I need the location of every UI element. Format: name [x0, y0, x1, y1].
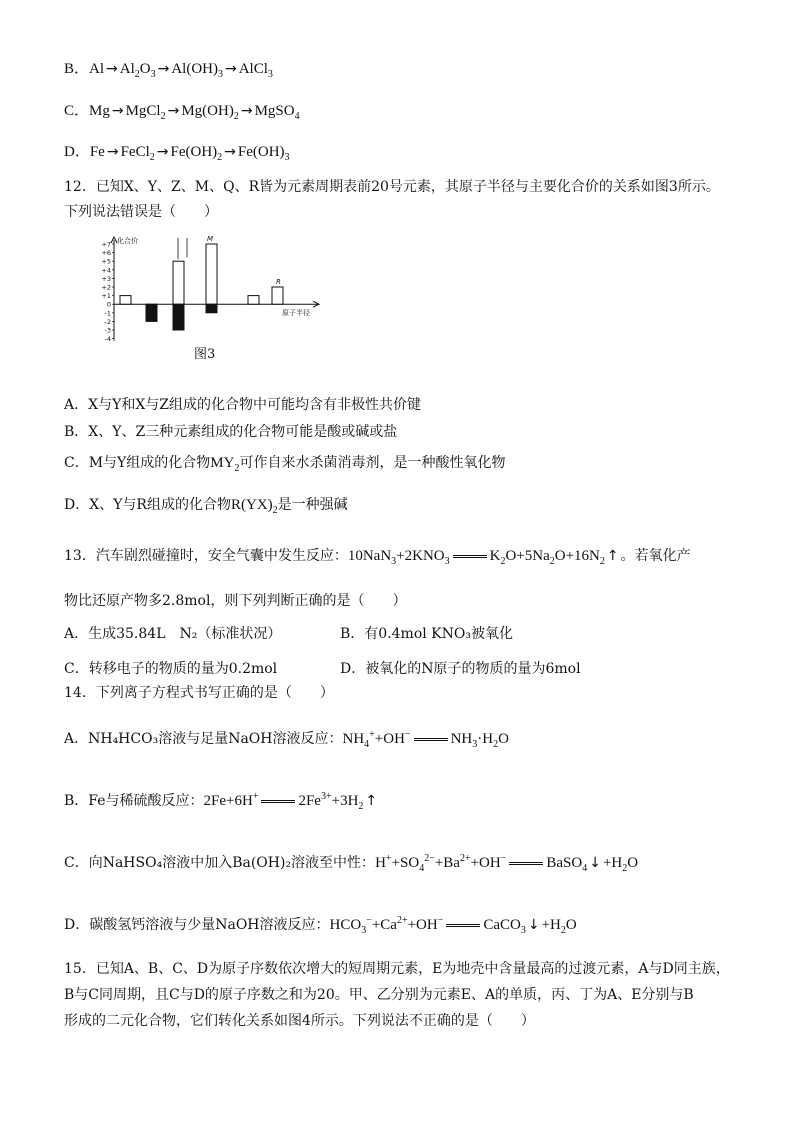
option-text: B．Fe与稀硫酸反应： — [64, 793, 204, 809]
q13-stem-line2: 物比还原产物多2.8mol，则下列判断正确的是（ ） — [64, 593, 407, 609]
q14-option-c: C．向NaHSO₄溶液中加入Ba(OH)₂溶液至中性：$H^++SO_4^{2-}+Ba^{2+}+OH^-$ BaSO$_4$ ↓ $+H_2O$ — [64, 853, 639, 874]
q12-option-d: D．X、Y与R组成的化合物$R(YX)_2$是一种强碱 — [64, 497, 348, 516]
option-prefix: B． — [64, 61, 90, 77]
q13-option-a: A．生成35.84L N₂（标准状况） — [64, 626, 282, 642]
y-axis-label: 化合价 — [117, 237, 138, 245]
stem-text: 13．汽车剧烈碰撞时，安全气囊中发生反应： — [64, 548, 348, 564]
q12-option-c: C．M与Y组成的化合物$MY_2$可作自来水杀菌消毒剂，是一种酸性氧化物 — [64, 455, 506, 474]
q14-option-b: B．Fe与稀硫酸反应：2Fe+6H+ $2Fe^{3+}+3H_2$ ↑ — [64, 791, 378, 812]
q14-option-a: A．NH₄HCO₃溶液与足量NaOH溶液反应：$NH_4^++OH^-$ $NH_3\cdot H_2O$ — [64, 729, 509, 750]
q14-stem: 14．下列离子方程式书写正确的是（ ） — [64, 685, 334, 701]
option-prefix: D． — [64, 144, 90, 160]
q15-line1: 15．已知A、B、C、D为原子序数依次增大的短周期元素，E为地壳中含量最高的过渡元素，A与D同主族， — [64, 961, 730, 977]
chart-bar — [120, 296, 131, 305]
y-tick-label: -2 — [104, 317, 111, 326]
option-text: 是一种强碱 — [277, 497, 348, 513]
q12-stem-line2: 下列说法错误是（ ） — [64, 204, 218, 220]
option-text: D．X、Y与R组成的化合物 — [64, 497, 231, 513]
q15-line2: B与C同周期，且C与D的原子序数之和为20。甲、乙分别为元素E、A的单质，丙、丁为A、E分别与B — [64, 987, 694, 1003]
chart-bars — [120, 235, 283, 330]
y-tick-label: +5 — [101, 257, 111, 266]
q11-option-d: D．Fe → FeCl$_2$ → $Fe(OH)_2 \to Fe(OH)_3$ — [64, 144, 290, 163]
chart-bar — [206, 304, 217, 313]
y-tick-label: +3 — [101, 274, 111, 283]
option-text: C．M与Y组成的化合物 — [64, 455, 211, 471]
q14-option-d: D．碳酸氢钙溶液与少量NaOH溶液反应：$HCO_3^-+Ca^{2+}+OH^-$ CaCO$_3$ ↓ $+H_2O$ — [64, 915, 577, 936]
chart-bar — [272, 287, 283, 304]
option-text: D．碳酸氢钙溶液与少量NaOH溶液反应： — [64, 917, 330, 933]
chart-bar — [206, 244, 217, 304]
y-tick-label: -3 — [104, 326, 111, 335]
chart-bar — [146, 304, 157, 321]
y-tick-label: -4 — [104, 335, 111, 344]
q12-stem-line1: 12．已知X、Y、Z、M、Q、R皆为元素周期表前20号元素，其原子半径与主要化合价的关系如图3所示。 — [64, 179, 720, 195]
stem-text: 。若氧化产 — [620, 548, 691, 564]
q11-option-b: B．$Al \to Al_2O_3 \to Al(OH)_3$ → AlCl$_3$ — [64, 61, 273, 80]
q11-option-c: C．Mg → MgCl$_2$ → $Mg(OH)_2$ → MgSO$_4$ — [64, 103, 300, 122]
q13-option-c: C．转移电子的物质的量为0.2mol — [64, 661, 278, 677]
q13-option-d: D．被氧化的N原子的物质的量为6mol — [340, 661, 581, 677]
option-text: A．NH₄HCO₃溶液与足量NaOH溶液反应： — [64, 731, 343, 747]
y-tick-label: -1 — [104, 309, 111, 318]
option-text: C．向NaHSO₄溶液中加入Ba(OH)₂溶液至中性： — [64, 855, 376, 871]
option-text: 可作自来水杀菌消毒剂，是一种酸性氧化物 — [239, 455, 506, 471]
x-axis-label: 原子半径 — [282, 309, 310, 318]
chart-bar — [173, 304, 184, 330]
y-tick-label: +4 — [101, 266, 111, 275]
bar-label-r: R — [276, 278, 281, 286]
y-tick-label: +7 — [101, 240, 111, 249]
chart-bar — [173, 261, 184, 304]
q15-line3: 形成的二元化合物，它们转化关系如图4所示。下列说法不正确的是（ ） — [64, 1013, 535, 1029]
q13-stem-line1: 13．汽车剧烈碰撞时，安全气囊中发生反应：$10NaN_3+2KNO_3$ $K_2O+5Na_2O+16N_2$ ↑ 。若氧化产 — [64, 548, 691, 567]
q12-option-a: A．X与Y和X与Z组成的化合物中可能均含有非极性共价键 — [64, 397, 422, 413]
q13-option-b: B．有0.4mol KNO₃被氧化 — [340, 626, 513, 642]
bar-label-m: M — [207, 235, 214, 243]
figure-3-chart — [90, 232, 330, 362]
y-tick-label: 0 — [106, 300, 111, 309]
y-tick-label: +2 — [101, 283, 111, 292]
y-tick-label: +1 — [101, 292, 111, 301]
option-prefix: C． — [64, 103, 90, 119]
chart-bar — [248, 296, 259, 305]
y-tick-label: +6 — [101, 249, 111, 258]
figure-caption: 图3 — [194, 347, 216, 362]
q12-option-b: B．X、Y、Z三种元素组成的化合物可能是酸或碱或盐 — [64, 424, 398, 440]
